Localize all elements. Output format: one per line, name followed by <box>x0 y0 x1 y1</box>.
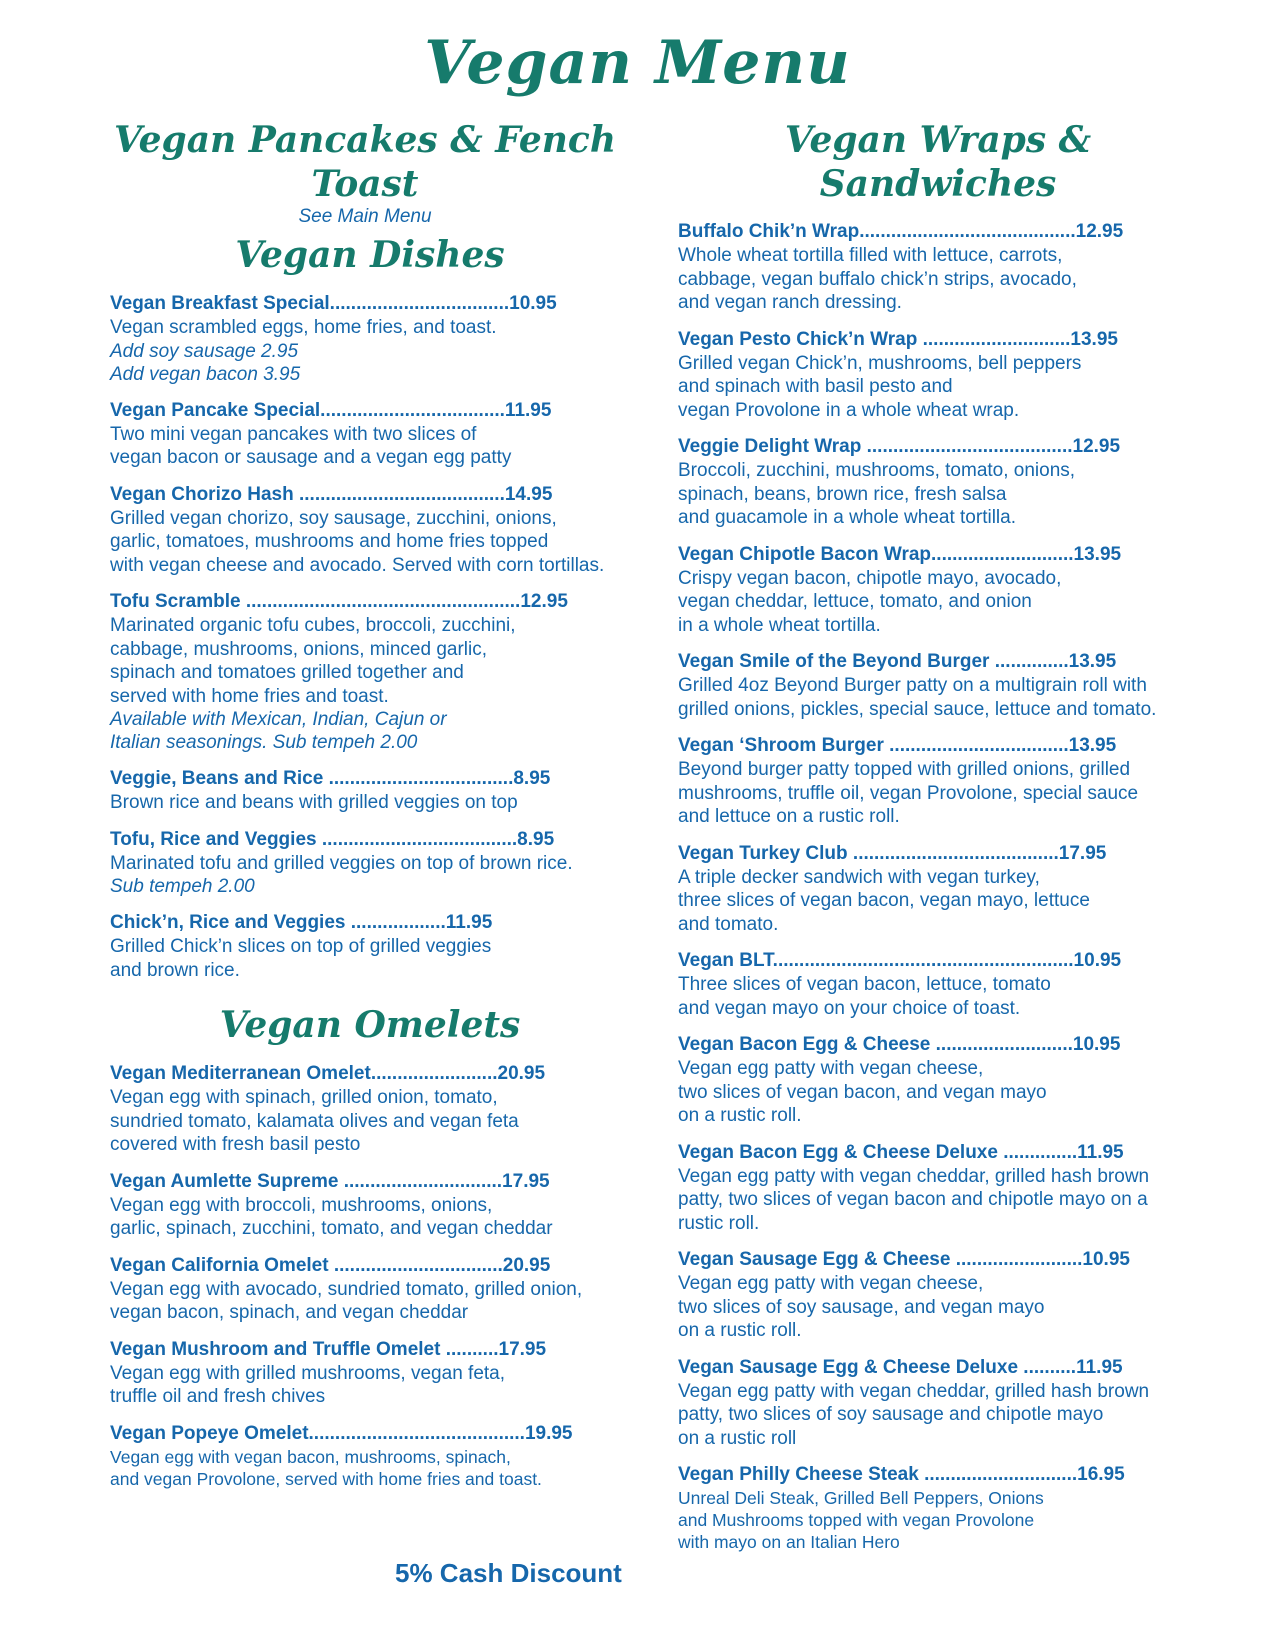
menu-item-description: Brown rice and beans with grilled veggies on top <box>110 792 518 813</box>
menu-item-name-price: Tofu, Rice and Veggies .....................................8.95 <box>110 828 555 850</box>
menu-item-description: and tomato. <box>678 913 779 935</box>
menu-item-description: Marinated tofu and grilled veggies on top of brown rice. <box>110 852 573 874</box>
menu-item-description: Grilled vegan chorizo, soy sausage, zucchini, onions, <box>110 507 557 529</box>
menu-item-name-price: Veggie Delight Wrap .......................................12.95 <box>678 436 1121 457</box>
menu-item-description: Three slices of vegan bacon, lettuce, tomato <box>678 974 1051 995</box>
menu-item-description: spinach, beans, brown rice, fresh salsa <box>678 483 1007 505</box>
menu-item-description: two slices of soy sausage, and vegan mayo <box>678 1296 1045 1318</box>
menu-item <box>678 1356 1198 1451</box>
menu-item-description: grilled onions, pickles, special sauce, lettuce and tomato. <box>678 698 1157 720</box>
menu-item-description: vegan bacon or sausage and a vegan egg patty <box>110 447 512 468</box>
menu-item-description: Vegan egg with broccoli, mushrooms, onions, <box>110 1194 493 1216</box>
menu-item <box>678 1141 1198 1236</box>
menu-item <box>678 734 1198 829</box>
menu-item-name-price: Vegan Pesto Chick’n Wrap ............................13.95 <box>678 328 1118 350</box>
right-column <box>678 118 1198 1566</box>
menu-item-description: Crispy vegan bacon, chipotle mayo, avocado, <box>678 567 1062 589</box>
menu-item-description: on a rustic roll <box>678 1427 797 1449</box>
menu-item-description: vegan Provolone in a whole wheat wrap. <box>678 399 1020 421</box>
omelets-section-title: Vegan Omelets <box>219 1004 521 1046</box>
menu-item-description: vegan cheddar, lettuce, tomato, and onion <box>678 591 1032 612</box>
menu-item-name-price: Tofu Scramble ....................................................12.95 <box>110 591 568 612</box>
menu-item-name-price: Vegan Popeye Omelet.........................................19.95 <box>110 1422 573 1444</box>
menu-item-description: sundried tomato, kalamata olives and vegan feta <box>110 1110 519 1132</box>
menu-item <box>110 1170 630 1241</box>
left-column <box>110 118 630 1503</box>
cash-discount-note: 5% Cash Discount <box>395 1558 622 1588</box>
menu-item-description: and vegan Provolone, served with home fries and toast. <box>110 1468 542 1489</box>
menu-item-description: on a rustic roll. <box>678 1105 802 1126</box>
menu-item-name-price: Vegan Mushroom and Truffle Omelet ..........17.95 <box>110 1338 547 1360</box>
menu-item <box>678 842 1198 937</box>
menu-item <box>678 220 1198 315</box>
menu-item-description: served with home fries and toast. <box>110 685 389 707</box>
menu-item-description: on a rustic roll. <box>678 1320 802 1341</box>
menu-item-description: Vegan egg with vegan bacon, mushrooms, spinach, <box>110 1446 511 1467</box>
menu-item-name-price: Vegan ‘Shroom Burger ..................................13.95 <box>678 735 1117 756</box>
menu-item-description: mushrooms, truffle oil, vegan Provolone, special sauce <box>678 782 1139 804</box>
menu-item-description: Vegan egg with avocado, sundried tomato, grilled onion, <box>110 1278 583 1300</box>
menu-item-name-price: Vegan Turkey Club .......................................17.95 <box>678 842 1107 864</box>
menu-item-description: covered with fresh basil pesto <box>110 1134 361 1155</box>
menu-item-note: Italian seasonings. Sub tempeh 2.00 <box>110 732 418 753</box>
menu-item <box>110 828 630 899</box>
menu-item-description: Two mini vegan pancakes with two slices of <box>110 423 477 445</box>
menu-item-description: two slices of vegan bacon, and vegan mayo <box>678 1081 1047 1103</box>
menu-item-description: and Mushrooms topped with vegan Provolone <box>678 1510 1035 1530</box>
menu-item <box>110 1254 630 1325</box>
pancakes-section-title: Vegan Pancakes & Fench Toast <box>113 119 617 205</box>
dishes-section-title: Vegan Dishes <box>235 234 505 276</box>
menu-item-description: Vegan egg patty with vegan cheddar, grilled hash brown <box>678 1165 1150 1187</box>
menu-item-description: Grilled 4oz Beyond Burger patty on a multigrain roll with <box>678 675 1147 696</box>
menu-item-description: and guacamole in a whole wheat tortilla. <box>678 507 1016 528</box>
menu-item-description: truffle oil and fresh chives <box>110 1386 326 1407</box>
menu-item-description: Broccoli, zucchini, mushrooms, tomato, onions, <box>678 460 1076 481</box>
menu-item-name-price: Vegan BLT.........................................................10.95 <box>678 950 1122 971</box>
menu-item <box>678 543 1198 638</box>
menu-item-name-price: Chick’n, Rice and Veggies ..................11.95 <box>110 912 493 933</box>
menu-item <box>110 292 630 386</box>
menu-item-name-price: Veggie, Beans and Rice ...................................8.95 <box>110 768 551 789</box>
menu-item-description: cabbage, mushrooms, onions, minced garlic, <box>110 638 488 660</box>
menu-item-description: and lettuce on a rustic roll. <box>678 806 900 827</box>
menu-item-note: Add vegan bacon 3.95 <box>110 363 301 385</box>
menu-item-note: Sub tempeh 2.00 <box>110 876 255 897</box>
menu-item-description: patty, two slices of vegan bacon and chipotle mayo on a <box>678 1189 1148 1210</box>
menu-item-description: three slices of vegan bacon, vegan mayo, lettuce <box>678 890 1090 911</box>
menu-item-description: Vegan egg patty with vegan cheese, <box>678 1058 984 1079</box>
menu-item-description: Vegan scrambled eggs, home fries, and toast. <box>110 317 497 338</box>
wraps-section-title: Vegan Wraps & Sandwiches <box>784 119 1092 205</box>
menu-item-description: Grilled Chick’n slices on top of grilled veggies <box>110 936 492 957</box>
menu-item-description: vegan bacon, spinach, and vegan cheddar <box>110 1302 469 1323</box>
menu-item <box>678 650 1198 721</box>
menu-item-name-price: Vegan Bacon Egg & Cheese Deluxe ..............11.95 <box>678 1141 1124 1163</box>
menu-item-description: with mayo on an Italian Hero <box>678 1532 900 1552</box>
menu-item-name-price: Vegan Mediterranean Omelet........................20.95 <box>110 1063 546 1084</box>
menu-item-name-price: Vegan Chorizo Hash .......................................14.95 <box>110 483 553 505</box>
menu-item <box>110 1062 630 1157</box>
menu-item-description: A triple decker sandwich with vegan turkey, <box>678 866 1040 888</box>
menu-item-note: Available with Mexican, Indian, Cajun or <box>110 709 447 730</box>
menu-item <box>110 767 630 815</box>
omelets-list <box>110 1062 630 1490</box>
pancakes-section-note: See Main Menu <box>298 206 432 227</box>
menu-item-description: Beyond burger patty topped with grilled onions, grilled <box>678 759 1131 780</box>
menu-item <box>678 1248 1198 1343</box>
dishes-list <box>110 292 630 982</box>
menu-item-description: and spinach with basil pesto and <box>678 376 953 397</box>
menu-item <box>678 435 1198 530</box>
menu-item-description: Grilled vegan Chick’n, mushrooms, bell peppers <box>678 352 1082 374</box>
menu-item <box>110 1422 630 1490</box>
menu-item-name-price: Vegan Philly Cheese Steak .............................16.95 <box>678 1464 1125 1485</box>
wraps-list <box>678 220 1198 1553</box>
menu-item-description: garlic, spinach, zucchini, tomato, and vegan cheddar <box>110 1218 553 1239</box>
menu-item-name-price: Vegan Aumlette Supreme ..............................17.95 <box>110 1170 550 1192</box>
menu-item <box>110 1338 630 1409</box>
menu-item-description: in a whole wheat tortilla. <box>678 614 881 636</box>
menu-item-description: and vegan mayo on your choice of toast. <box>678 997 1021 1019</box>
menu-item-name-price: Vegan Chipotle Bacon Wrap...........................13.95 <box>678 543 1122 565</box>
menu-item-description: spinach and tomatoes grilled together and <box>110 662 464 683</box>
menu-item <box>110 911 630 982</box>
menu-item-description: Vegan egg with spinach, grilled onion, tomato, <box>110 1087 498 1108</box>
menu-item-name-price: Vegan Breakfast Special..................................10.95 <box>110 293 557 314</box>
menu-item-name-price: Vegan Smile of the Beyond Burger ..............13.95 <box>678 651 1117 672</box>
menu-item-description: garlic, tomatoes, mushrooms and home fries topped <box>110 531 549 552</box>
menu-item-description: Vegan egg patty with vegan cheese, <box>678 1273 984 1294</box>
menu-item-description: and vegan ranch dressing. <box>678 292 902 313</box>
menu-item-description: rustic roll. <box>678 1212 760 1234</box>
menu-item <box>678 949 1198 1020</box>
menu-item <box>110 590 630 754</box>
menu-item-description: cabbage, vegan buffalo chick’n strips, avocado, <box>678 268 1077 290</box>
menu-item-description: Marinated organic tofu cubes, broccoli, zucchini, <box>110 615 516 636</box>
menu-item-name-price: Vegan Pancake Special...................................11.95 <box>110 399 552 421</box>
menu-item <box>678 1463 1198 1553</box>
menu-item-description: Unreal Deli Steak, Grilled Bell Peppers, Onions <box>678 1488 1044 1508</box>
menu-item <box>678 328 1198 423</box>
menu-item-name-price: Vegan Bacon Egg & Cheese ..........................10.95 <box>678 1034 1121 1055</box>
page-title: Vegan Menu <box>424 28 851 98</box>
menu-item-description: Whole wheat tortilla filled with lettuce, carrots, <box>678 245 1063 266</box>
menu-item-name-price: Vegan Sausage Egg & Cheese Deluxe ..........11.95 <box>678 1356 1123 1378</box>
menu-item-description: patty, two slices of soy sausage and chipotle mayo <box>678 1404 1104 1425</box>
menu-item-description: Vegan egg with grilled mushrooms, vegan feta, <box>110 1362 506 1384</box>
menu-item-name-price: Buffalo Chik’n Wrap.........................................12.95 <box>678 221 1124 242</box>
menu-item <box>110 399 630 470</box>
menu-item <box>110 483 630 578</box>
menu-item-description: Vegan egg patty with vegan cheddar, grilled hash brown <box>678 1380 1150 1402</box>
menu-item-description: with vegan cheese and avocado. Served with corn tortillas. <box>110 554 605 576</box>
menu-item <box>678 1033 1198 1128</box>
menu-item-note: Add soy sausage 2.95 <box>110 340 299 362</box>
menu-item-name-price: Vegan California Omelet ................................20.95 <box>110 1254 551 1276</box>
menu-item-description: and brown rice. <box>110 959 240 981</box>
menu-item-name-price: Vegan Sausage Egg & Cheese ........................10.95 <box>678 1249 1130 1270</box>
